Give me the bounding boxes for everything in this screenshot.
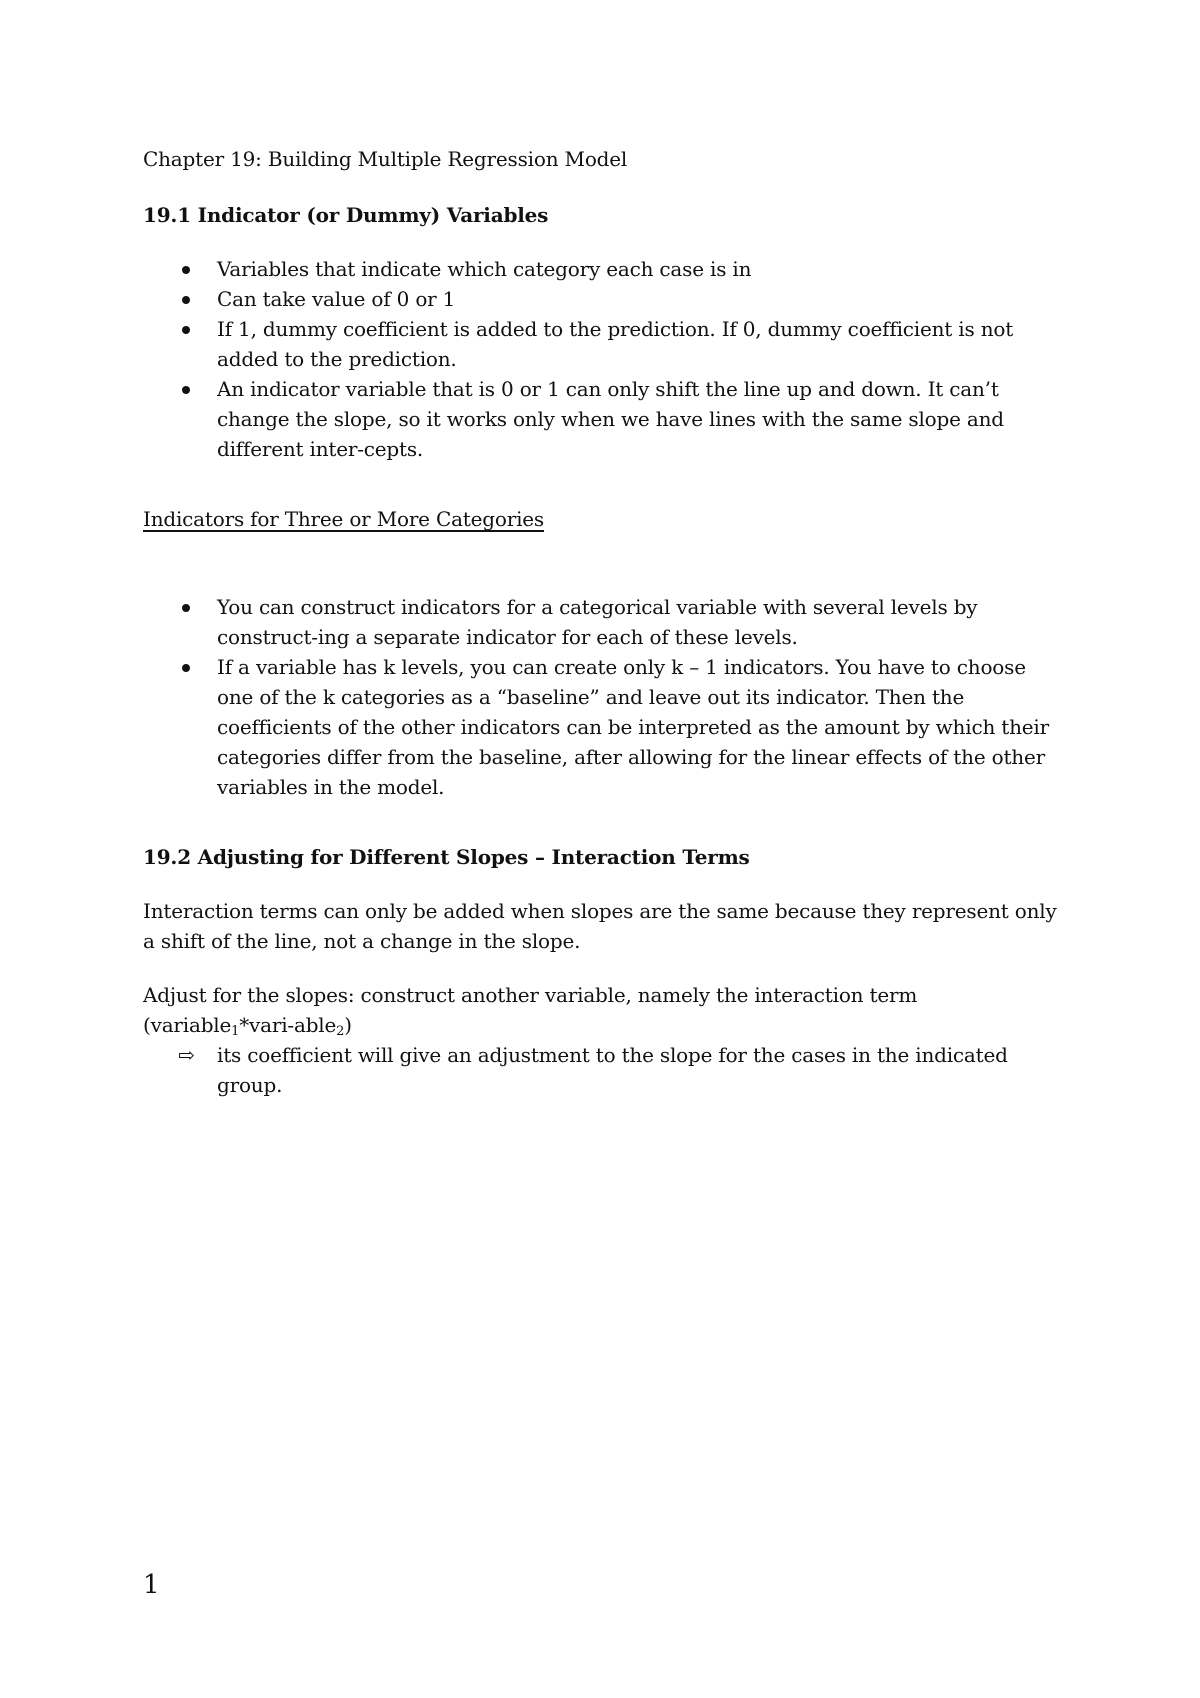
section-heading-19-1: 19.1 Indicator (or Dummy) Variables bbox=[143, 203, 549, 227]
interaction-terms-paragraph: Interaction terms can only be added when slopes are the same because they represent only a shift of the line, not a change in the slope. bbox=[143, 899, 1057, 953]
list-item-text: If 1, dummy coefficient is added to the prediction. If 0, dummy coefficient is not added to the prediction. bbox=[217, 317, 1014, 371]
list-item-text: Variables that indicate which category each case is in bbox=[217, 257, 752, 281]
subscript-2: 2 bbox=[336, 1024, 345, 1039]
adjust-slopes-paragraph bbox=[143, 980, 1063, 1040]
three-categories-list bbox=[143, 592, 1063, 802]
list-item bbox=[143, 254, 1063, 284]
list-item bbox=[143, 314, 1063, 374]
list-item bbox=[143, 284, 1063, 314]
adjust-slopes-text-3: ) bbox=[344, 1013, 352, 1037]
adjust-slopes-text-2: *vari-able bbox=[239, 1013, 337, 1037]
bullet-icon bbox=[182, 296, 190, 304]
page-number: 1 bbox=[143, 1570, 160, 1600]
document-body bbox=[143, 144, 1063, 1100]
subscript-1: 1 bbox=[231, 1024, 240, 1039]
list-item bbox=[143, 652, 1063, 802]
list-item-text: Can take value of 0 or 1 bbox=[217, 287, 456, 311]
bullet-icon bbox=[182, 326, 190, 334]
bullet-icon bbox=[182, 386, 190, 394]
indicator-variables-list bbox=[143, 254, 1063, 464]
list-item-text: If a variable has k levels, you can create only k – 1 indicators. You have to choose one of the k categories as a “baseline” and leave out its indicator. Then the coefficients of the other indicators can be interpreted as the amount by which their categories differ from the baseline, after allowing for the linear effects of the other variables in the model. bbox=[217, 655, 1049, 799]
bullet-icon bbox=[182, 664, 190, 672]
list-item bbox=[143, 374, 1063, 464]
bullet-icon bbox=[182, 604, 190, 612]
list-item bbox=[143, 592, 1063, 652]
subsection-heading: Indicators for Three or More Categories bbox=[143, 507, 544, 531]
bullet-icon bbox=[182, 266, 190, 274]
adjust-slopes-text-1: Adjust for the slopes: construct another variable, namely the interaction term (variable bbox=[143, 983, 918, 1037]
list-item-text: An indicator variable that is 0 or 1 can only shift the line up and down. It can’t change the slope, so it works only when we have lines with the same slope and different inter-cepts. bbox=[217, 377, 1004, 461]
list-item-text: You can construct indicators for a categorical variable with several levels by construct-ing a separate indicator for each of these levels. bbox=[217, 595, 978, 649]
chapter-title: Chapter 19: Building Multiple Regression Model bbox=[143, 147, 628, 171]
arrow-note-text: its coefficient will give an adjustment to the slope for the cases in the indicated group. bbox=[217, 1043, 1008, 1097]
arrow-note bbox=[143, 1040, 1063, 1100]
section-heading-19-2: 19.2 Adjusting for Different Slopes – Interaction Terms bbox=[143, 845, 750, 869]
right-arrow-icon: ⇨ bbox=[178, 1043, 195, 1067]
